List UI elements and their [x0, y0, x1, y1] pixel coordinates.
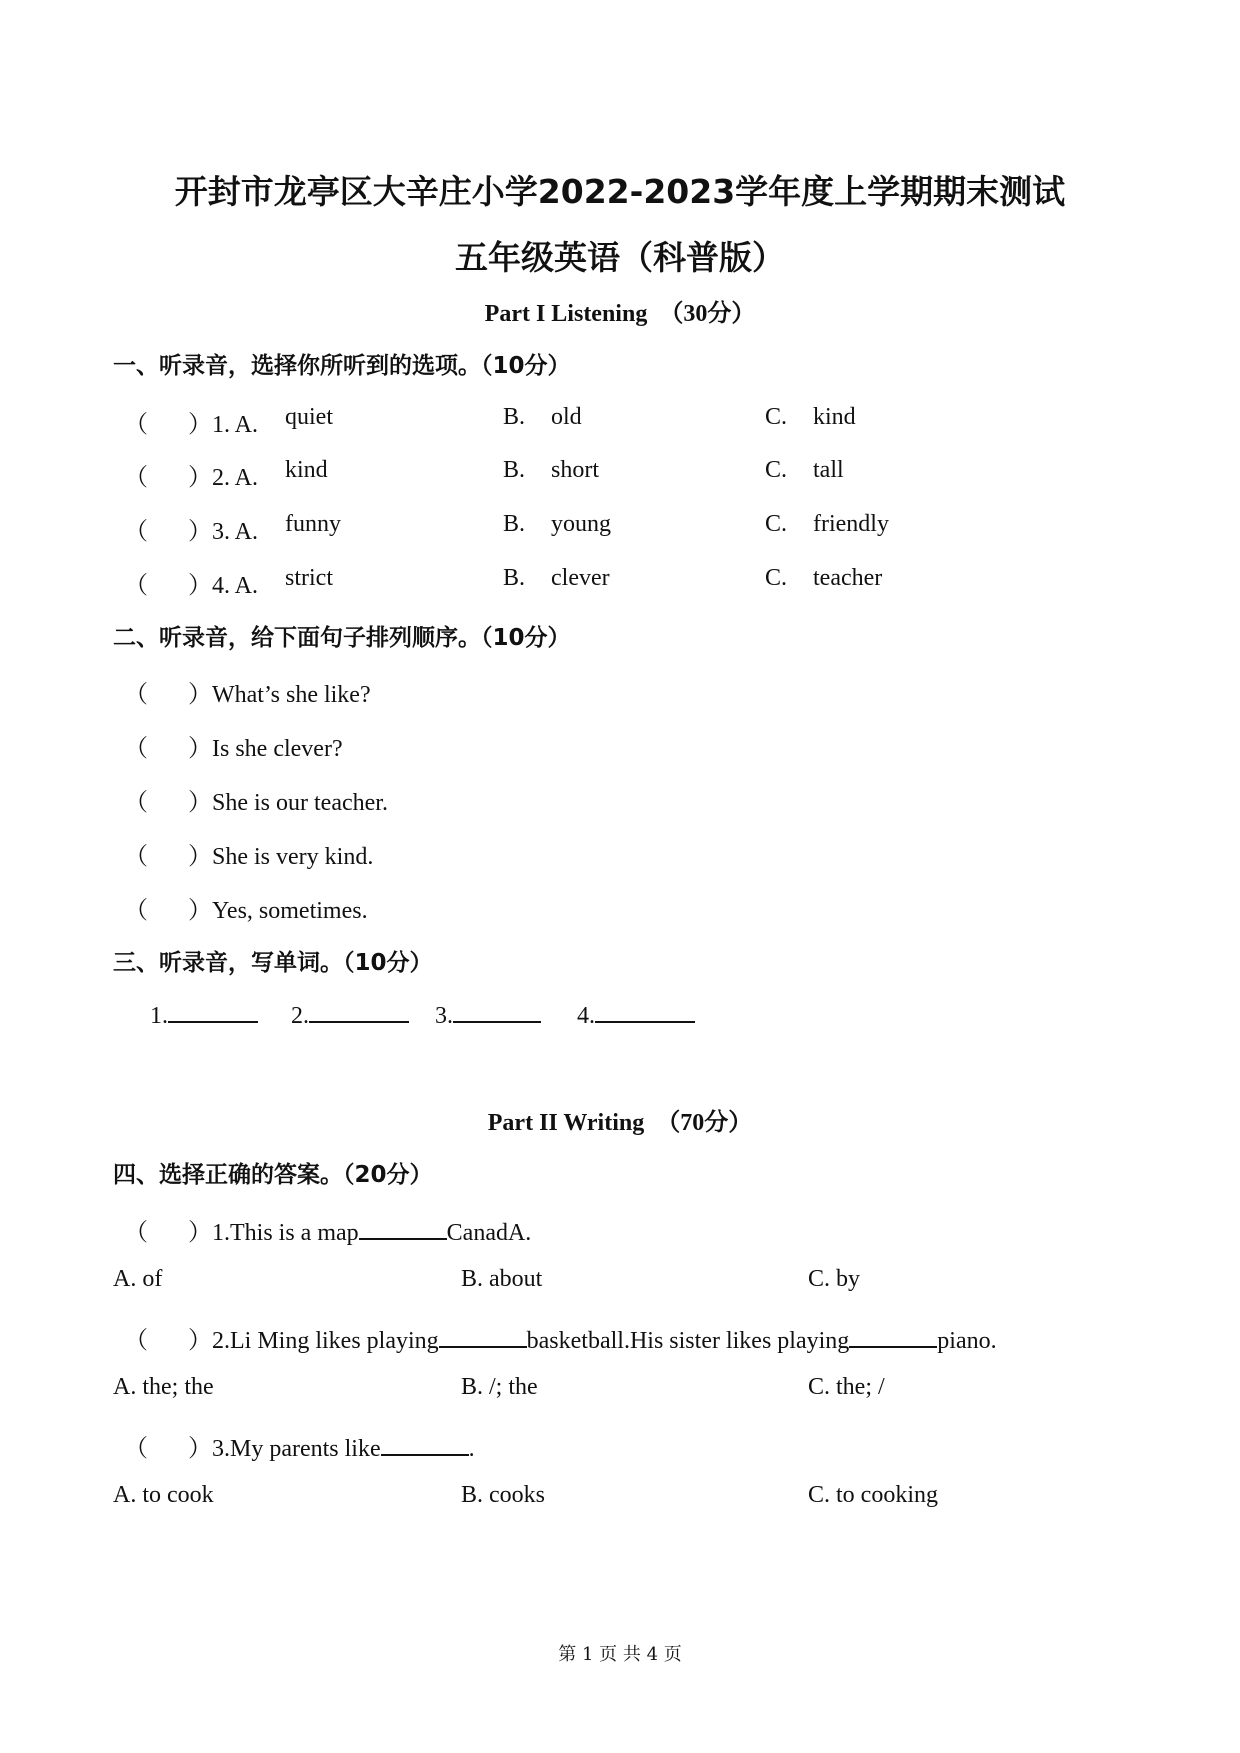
section2-heading: 二、听录音，给下面句子排列顺序。（10分） [113, 625, 571, 651]
option-a: A. to cook [113, 1482, 214, 1508]
answer-paren[interactable]: （ [124, 519, 148, 545]
item-number: ）3. A. [188, 519, 259, 545]
option-a: quiet [285, 404, 333, 430]
option-a: funny [285, 511, 341, 537]
question-3: ）3.My parents like . [188, 1436, 475, 1462]
option-b-label: B. [503, 511, 526, 537]
ordering-sentence: ）Yes, sometimes. [188, 898, 368, 924]
fill-blank[interactable] [381, 1434, 469, 1456]
answer-paren[interactable]: （ [124, 1328, 148, 1354]
section3-heading: 三、听录音，写单词。（10分） [113, 950, 433, 976]
option-c: C. the; / [808, 1374, 885, 1400]
word-blank-2[interactable]: 2. [291, 1001, 409, 1030]
answer-paren[interactable]: （ [124, 736, 148, 762]
page-title: 开封市龙亭区大辛庄小学2022-2023学年度上学期期末测试 [174, 172, 1066, 211]
section4-heading: 四、选择正确的答案。（20分） [113, 1162, 433, 1188]
part2-heading: Part II Writing （70分） [487, 1110, 753, 1136]
option-a: kind [285, 457, 328, 483]
option-b: young [551, 511, 611, 537]
option-b: short [551, 457, 599, 483]
option-c: friendly [813, 511, 889, 537]
word-blank-1[interactable]: 1. [150, 1001, 258, 1030]
option-c-label: C. [765, 565, 788, 591]
option-c: C. to cooking [808, 1482, 938, 1508]
ordering-sentence: ）She is very kind. [188, 844, 374, 870]
option-b-label: B. [503, 565, 526, 591]
page-subtitle: 五年级英语（科普版） [455, 238, 785, 277]
part1-heading: Part I Listening （30分） [484, 301, 756, 327]
section1-heading: 一、听录音，选择你所听到的选项。（10分） [113, 353, 571, 379]
fill-blank[interactable] [359, 1218, 447, 1240]
option-b: B. /; the [461, 1374, 538, 1400]
item-number: ）1. A. [188, 412, 259, 438]
option-a: strict [285, 565, 333, 591]
option-b: B. cooks [461, 1482, 545, 1508]
option-c: tall [813, 457, 844, 483]
item-number: ）4. A. [188, 573, 259, 599]
item-number: ）2. A. [188, 465, 259, 491]
option-c: C. by [808, 1266, 861, 1292]
option-b: B. about [461, 1266, 543, 1292]
option-c-label: C. [765, 404, 788, 430]
answer-paren[interactable]: （ [124, 1436, 148, 1462]
option-b: old [551, 404, 582, 430]
word-blank-4[interactable]: 4. [577, 1001, 695, 1030]
option-b-label: B. [503, 457, 526, 483]
ordering-sentence: ）Is she clever? [188, 736, 343, 762]
fill-blank[interactable] [849, 1326, 937, 1348]
option-a: A. of [113, 1266, 163, 1292]
word-blank-3[interactable]: 3. [435, 1001, 541, 1030]
option-c: teacher [813, 565, 883, 591]
answer-paren[interactable]: （ [124, 790, 148, 816]
question-2: ）2.Li Ming likes playing basketball.His sister likes playing piano. [188, 1328, 997, 1354]
answer-paren[interactable]: （ [124, 573, 148, 599]
option-a: A. the; the [113, 1374, 214, 1400]
answer-paren[interactable]: （ [124, 682, 148, 708]
answer-paren[interactable]: （ [124, 898, 148, 924]
ordering-sentence: ）She is our teacher. [188, 790, 388, 816]
answer-paren[interactable]: （ [124, 1220, 148, 1246]
option-c-label: C. [765, 511, 788, 537]
option-c-label: C. [765, 457, 788, 483]
option-c: kind [813, 404, 856, 430]
answer-paren[interactable]: （ [124, 412, 148, 438]
answer-paren[interactable]: （ [124, 465, 148, 491]
fill-blank[interactable] [439, 1326, 527, 1348]
option-b: clever [551, 565, 610, 591]
option-b-label: B. [503, 404, 526, 430]
question-1: ）1.This is a map CanadA. [188, 1220, 532, 1246]
answer-paren[interactable]: （ [124, 844, 148, 870]
page-footer: 第 1 页 共 4 页 [558, 1644, 682, 1665]
ordering-sentence: ）What’s she like? [188, 682, 371, 708]
